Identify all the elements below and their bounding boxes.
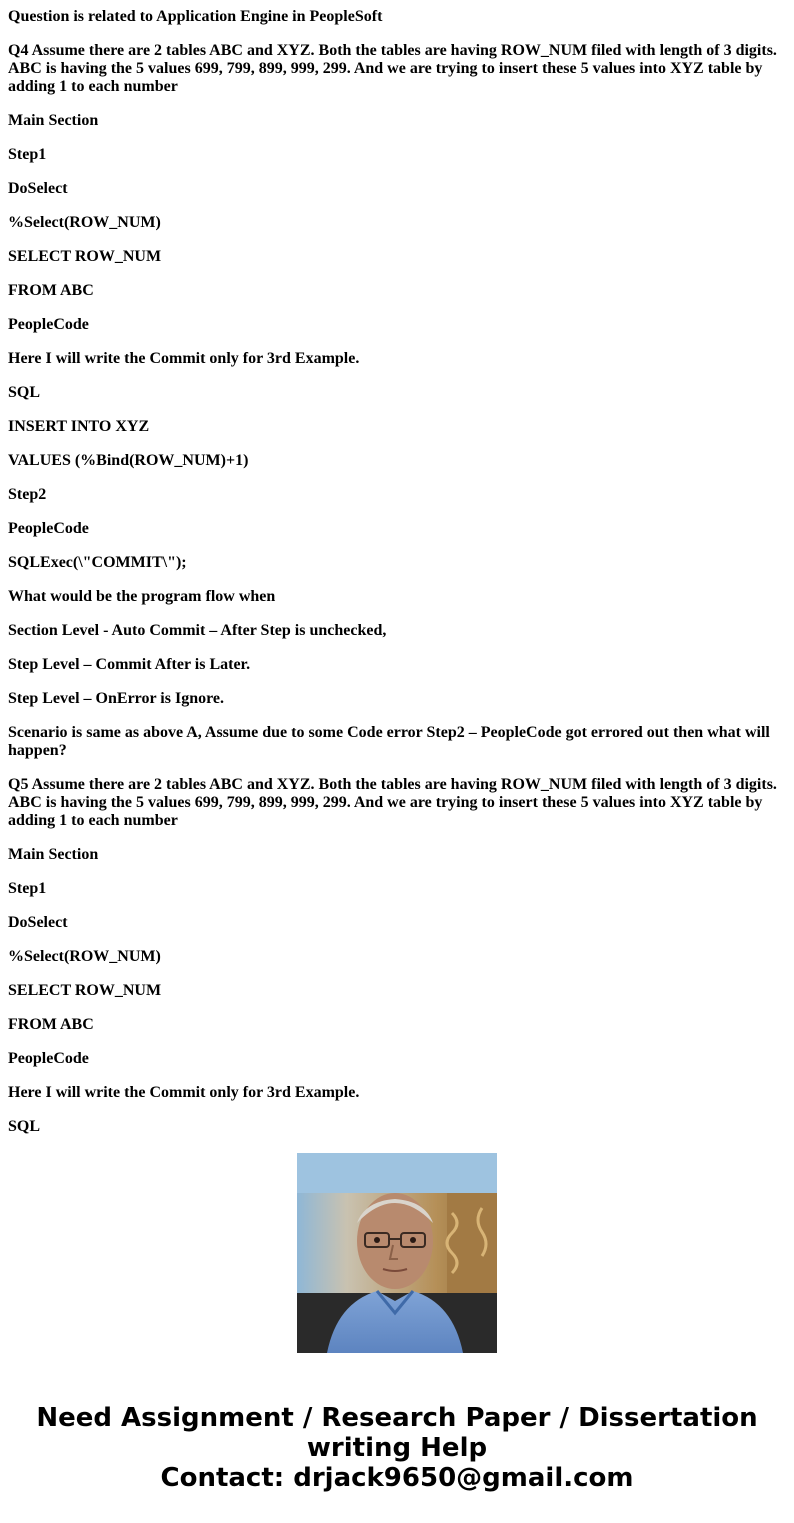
footer-contact-line: Contact: drjack9650@gmail.com: [160, 1463, 634, 1493]
question-line: Step1: [8, 146, 47, 163]
footer-line-2: writing Help: [306, 1433, 488, 1463]
question-line: Main Section: [8, 846, 99, 863]
question-line: PeopleCode: [8, 316, 89, 333]
question-line: SQL: [8, 384, 41, 401]
question-line: DoSelect: [8, 180, 68, 197]
question-line: SELECT ROW_NUM: [8, 248, 162, 265]
avatar-portrait-image: [297, 1153, 497, 1353]
question-text-block: [8, 0, 786, 1135]
question-line: SELECT ROW_NUM: [8, 982, 162, 999]
question-line: Step1: [8, 880, 47, 897]
footer-line-1: Need Assignment / Research Paper / Dissertation: [36, 1403, 758, 1433]
question-line: Main Section: [8, 112, 99, 129]
question-line: Scenario is same as above A, Assume due to some Code error Step2 – PeopleCode got errored out then what will happen?: [8, 724, 770, 759]
question-line: Step2: [8, 486, 47, 503]
question-line: Section Level - Auto Commit – After Step is unchecked,: [8, 622, 387, 639]
question-line: FROM ABC: [8, 1016, 94, 1033]
question-line: Step Level – Commit After is Later.: [8, 656, 251, 673]
question-line: FROM ABC: [8, 282, 94, 299]
question-line: %Select(ROW_NUM): [8, 948, 161, 965]
question-line: INSERT INTO XYZ: [8, 418, 150, 435]
question-line: PeopleCode: [8, 1050, 89, 1067]
question-line: Here I will write the Commit only for 3rd Example.: [8, 1084, 360, 1101]
question-line: DoSelect: [8, 914, 68, 931]
question-line: %Select(ROW_NUM): [8, 214, 161, 231]
question-line: SQLExec(\"COMMIT\");: [8, 554, 187, 571]
avatar: [297, 1153, 497, 1353]
question-line: Q4 Assume there are 2 tables ABC and XYZ. Both the tables are having ROW_NUM filed with length of 3 digits. ABC is having the 5 values 699, 799, 899, 999, 299. And we are trying to insert these 5 values into XYZ table by adding 1 to each number: [8, 42, 777, 95]
question-line: PeopleCode: [8, 520, 89, 537]
question-line: Question is related to Application Engine in PeopleSoft: [8, 8, 383, 25]
question-line: SQL: [8, 1118, 41, 1135]
question-line: What would be the program flow when: [8, 588, 276, 605]
footer-contact: [0, 1403, 794, 1493]
question-line: Here I will write the Commit only for 3rd Example.: [8, 350, 360, 367]
question-line: Step Level – OnError is Ignore.: [8, 690, 224, 707]
question-line: Q5 Assume there are 2 tables ABC and XYZ. Both the tables are having ROW_NUM filed with length of 3 digits. ABC is having the 5 values 699, 799, 899, 999, 299. And we are trying to insert these 5 values into XYZ table by adding 1 to each number: [8, 776, 777, 829]
question-line: VALUES (%Bind(ROW_NUM)+1): [8, 452, 249, 469]
